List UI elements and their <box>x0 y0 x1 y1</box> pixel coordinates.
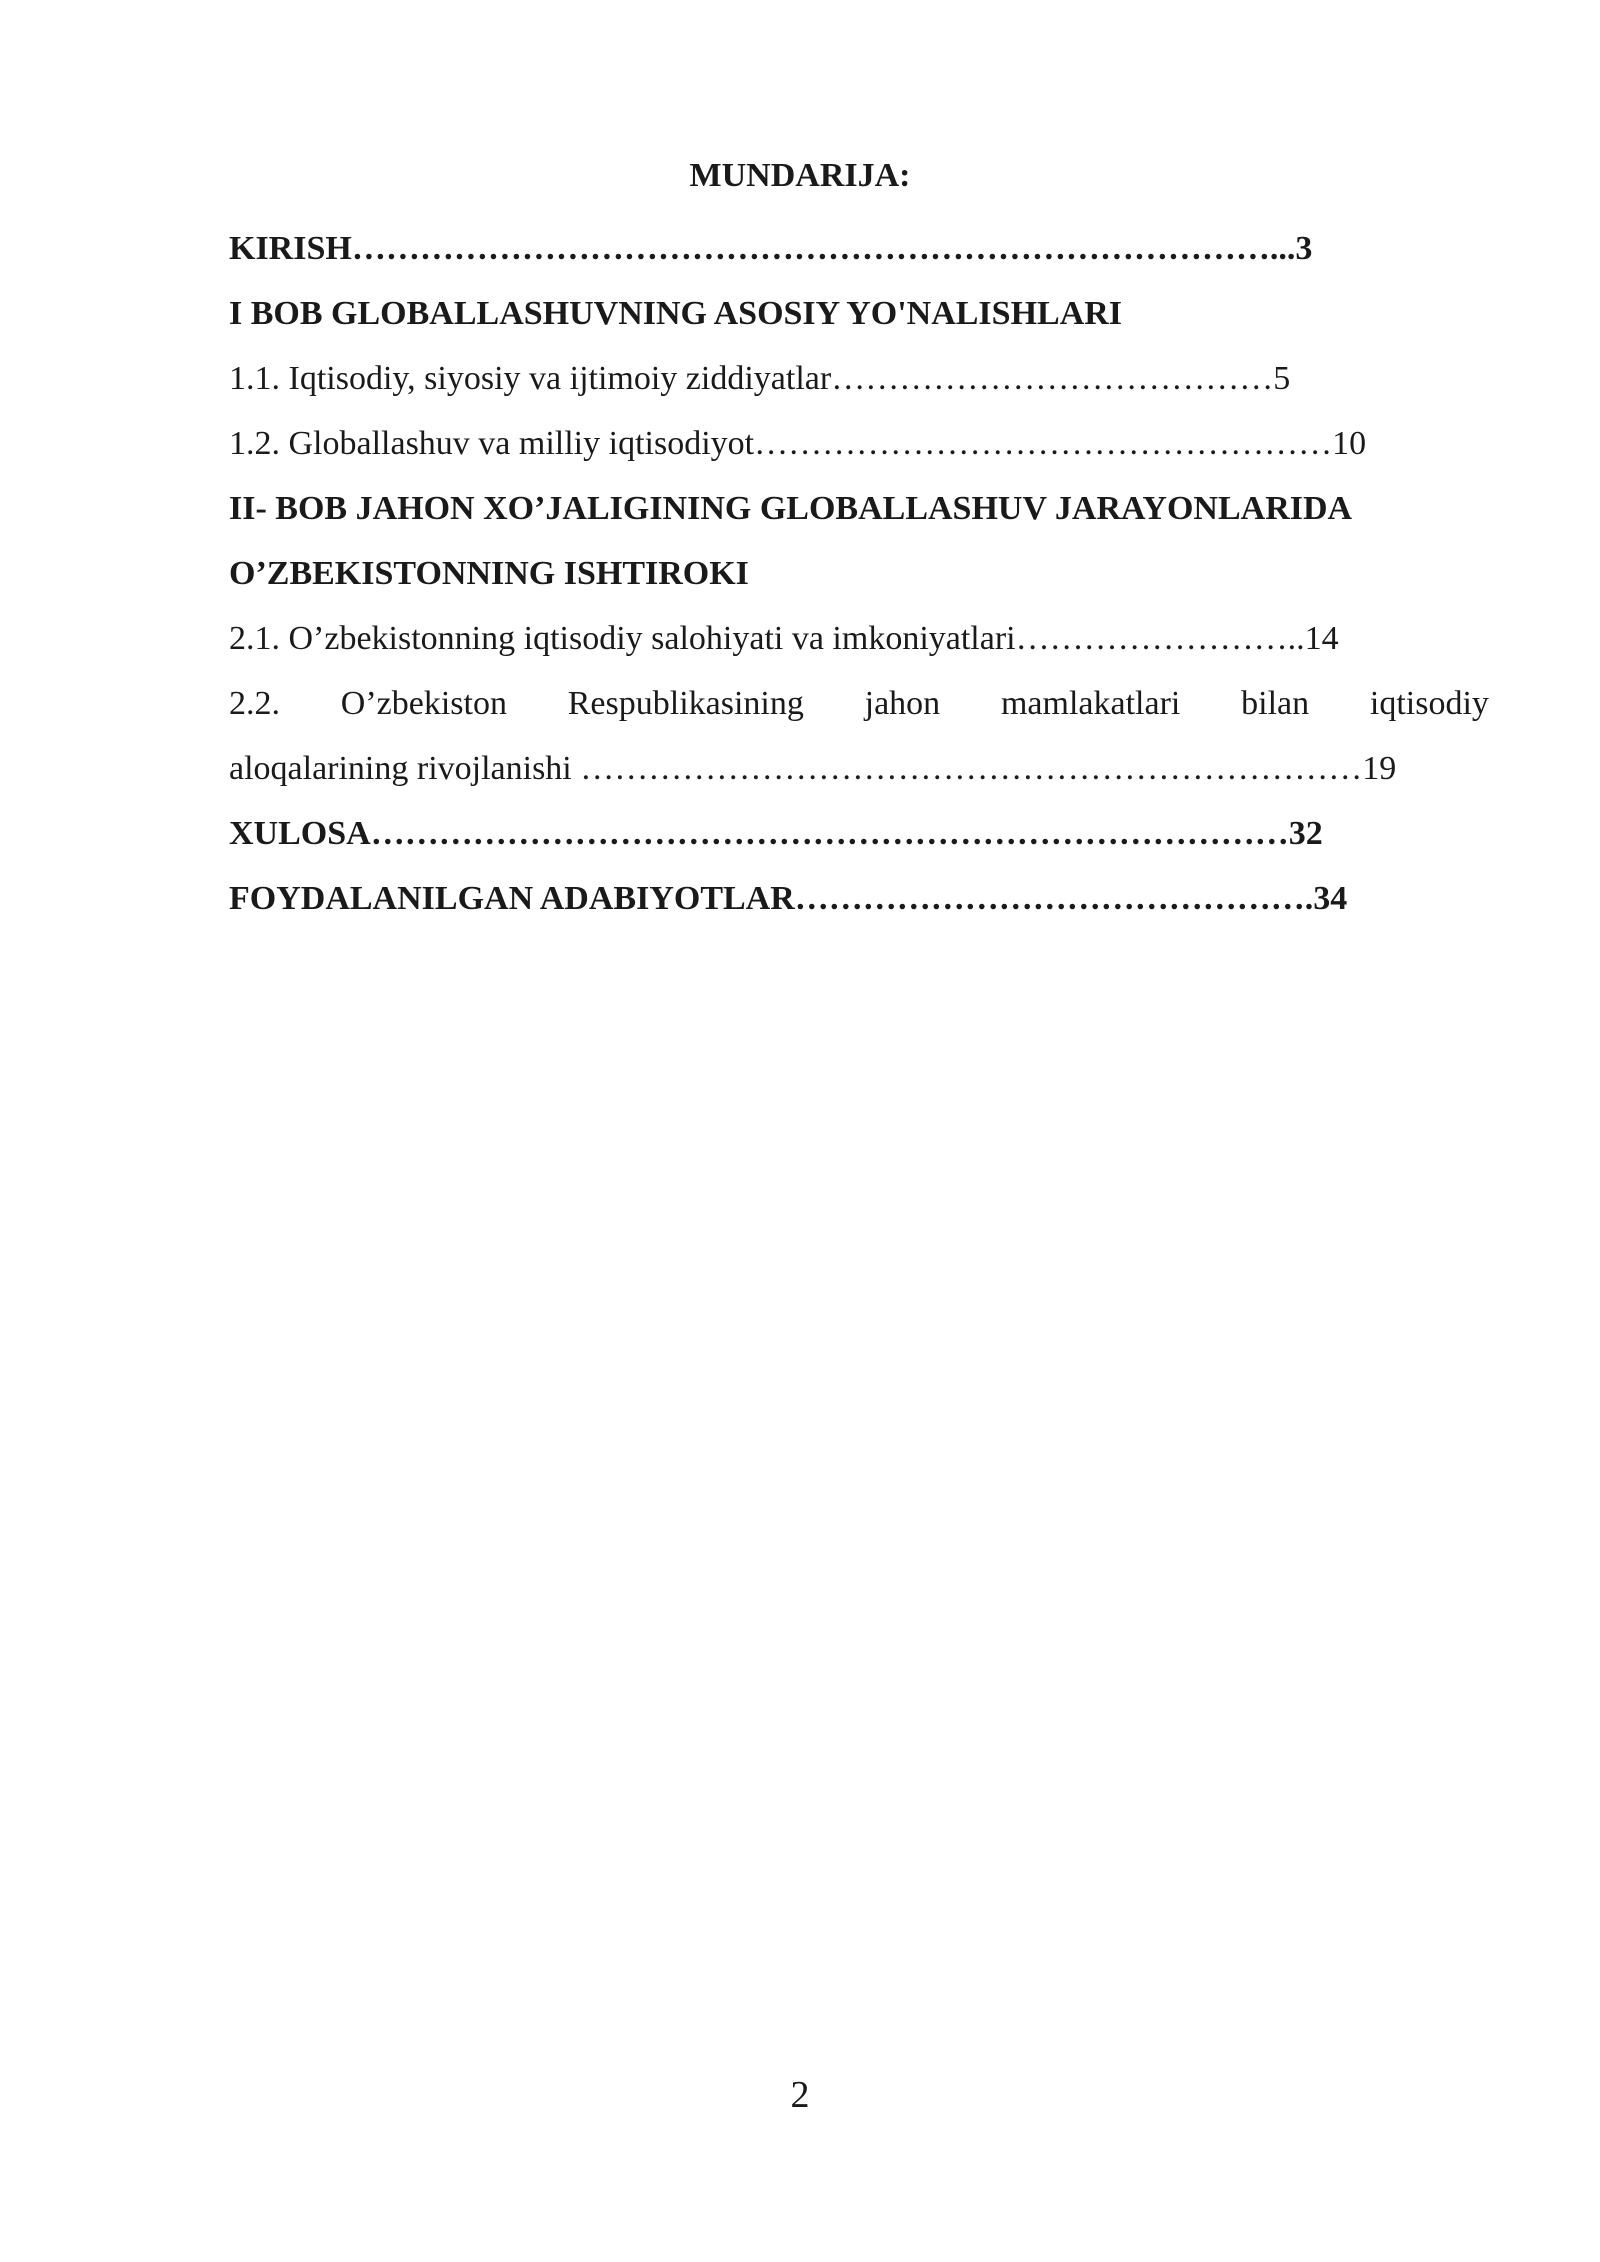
toc-word: bilan <box>1241 685 1310 722</box>
toc-chapter-1: I BOB GLOBALLASHUVNING ASOSIY YO'NALISHLARI <box>229 295 1123 332</box>
toc-section-2-2-line-2: aloqalarining rivojlanishi ……………………………………………………………19 <box>229 750 1397 787</box>
toc-section-2-2-line-1 <box>229 671 1489 736</box>
toc-title: MUNDARIJA: <box>689 157 911 194</box>
toc-entry-adabiyotlar: FOYDALANILGAN ADABIYOTLAR……………………………………….34 <box>229 880 1348 917</box>
toc-word: mamlakatlari <box>1000 685 1181 722</box>
toc-word: iqtisodiy <box>1369 685 1489 722</box>
toc-entry-kirish: KIRISH………………………………………………………………………...3 <box>229 230 1313 267</box>
toc-word: jahon <box>864 685 941 722</box>
toc-word: Respublikasining <box>567 685 804 722</box>
toc-entry-xulosa: XULOSA………………………………………………………………………32 <box>229 815 1323 852</box>
toc-section-1-1: 1.1. Iqtisodiy, siyosiy va ijtimoiy ziddiyatlar…………………………………5 <box>229 360 1291 397</box>
toc-section-2-1: 2.1. O’zbekistonning iqtisodiy salohiyati va imkoniyatlari……………………..14 <box>229 620 1339 657</box>
toc-chapter-2-line-1: II- BOB JAHON XO’JALIGINING GLOBALLASHUV JARAYONLARIDA <box>229 490 1353 527</box>
toc-chapter-2-line-2: O’ZBEKISTONNING ISHTIROKI <box>229 555 749 592</box>
toc-section-1-2: 1.2. Globallashuv va milliy iqtisodiyot……………………………………………10 <box>229 425 1367 462</box>
table-of-contents <box>229 216 1489 931</box>
toc-word: O’zbekiston <box>340 685 507 722</box>
toc-word: 2.2. <box>229 685 280 722</box>
page-number: 2 <box>790 2074 810 2116</box>
